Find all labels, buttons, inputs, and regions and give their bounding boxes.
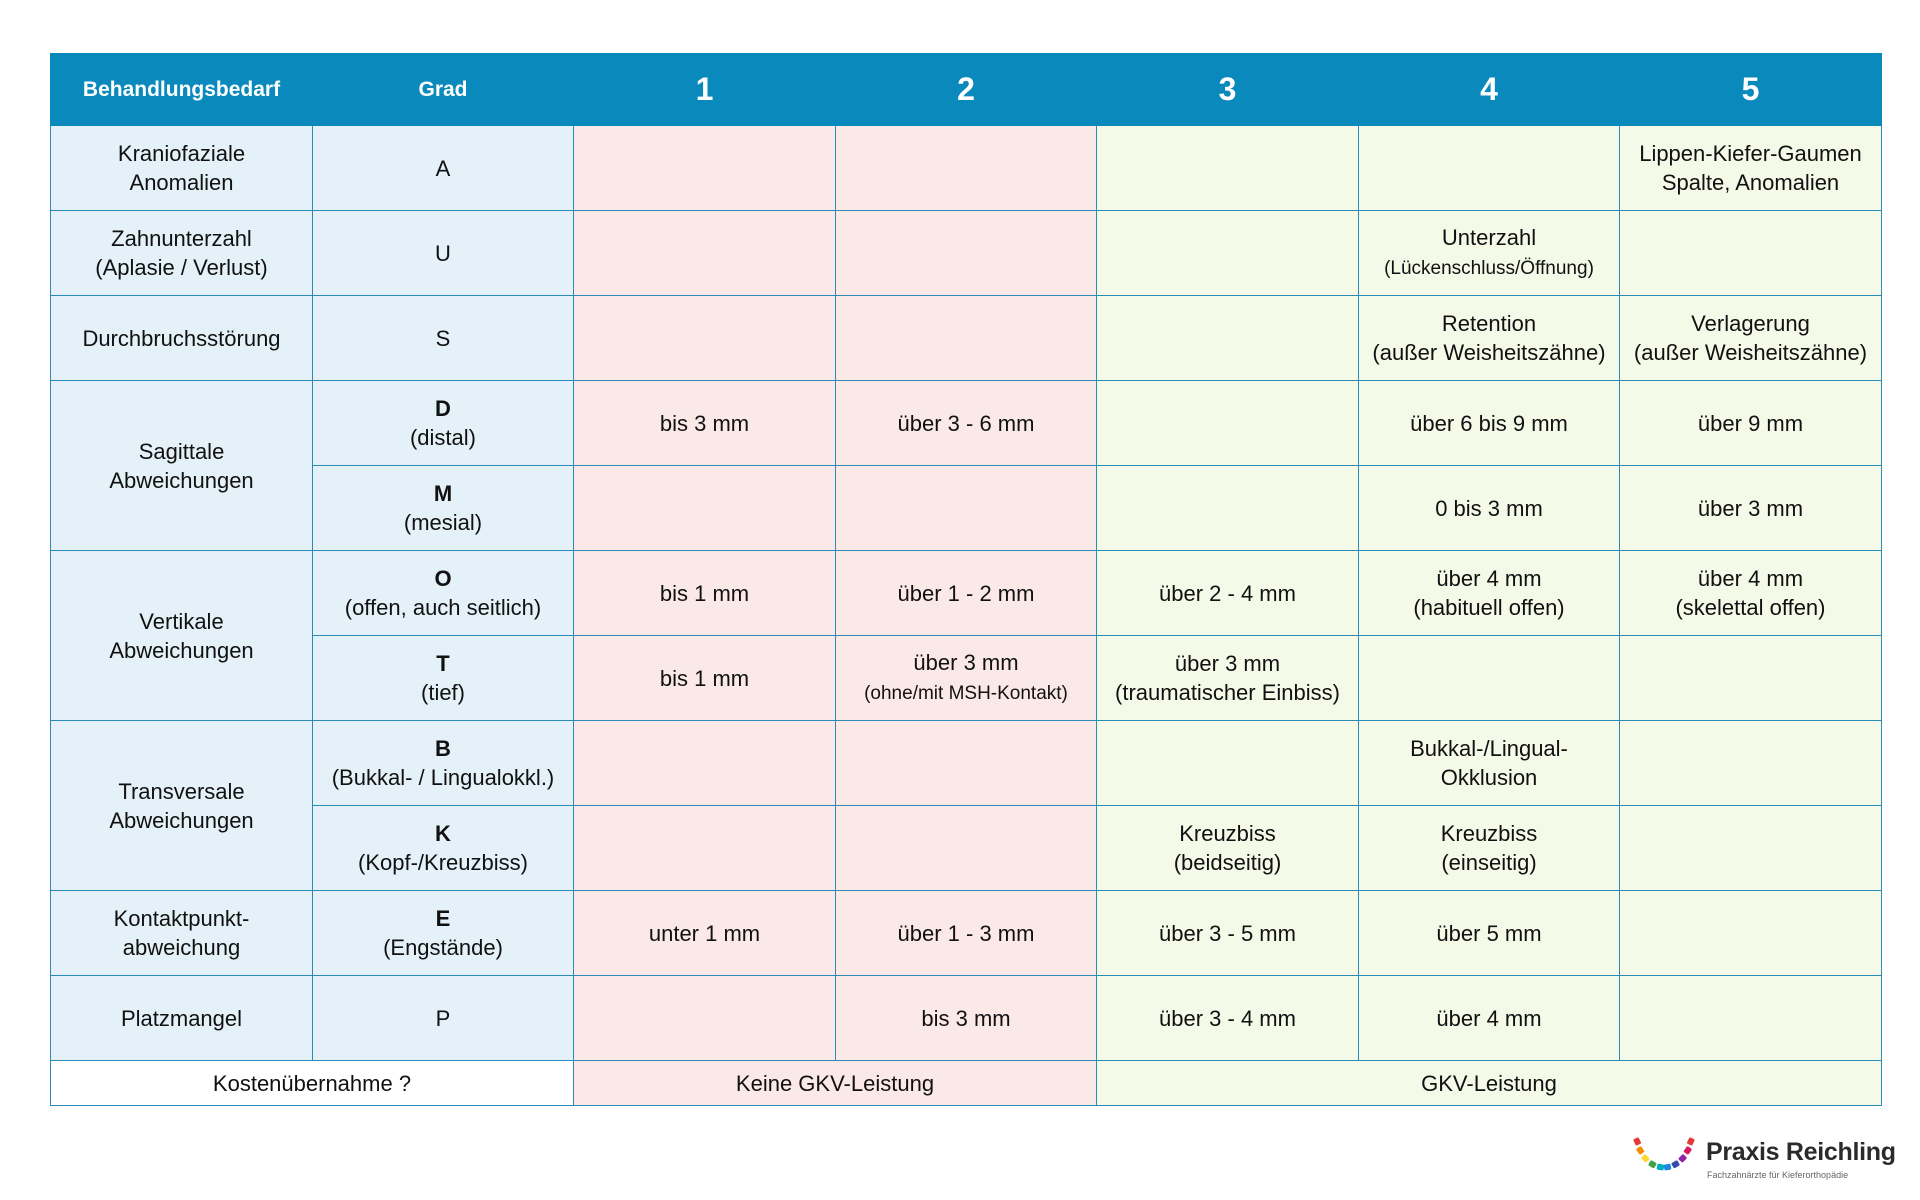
cell-line-1: Unterzahl xyxy=(1441,225,1537,250)
grade-cell xyxy=(313,466,574,551)
cell-line-1: über 4 mm xyxy=(1697,566,1804,591)
grade-code: A xyxy=(313,126,574,211)
cell-grade-5: über 9 mm xyxy=(1620,381,1882,466)
cell-grade-2: über 3 - 6 mm xyxy=(836,381,1097,466)
grade-code: S xyxy=(313,296,574,381)
cell-grade-5 xyxy=(1620,126,1882,211)
header-behandlungsbedarf: Behandlungsbedarf xyxy=(51,54,313,126)
cell-line-1: über 3 mm xyxy=(913,650,1019,675)
cell-grade-2 xyxy=(836,466,1097,551)
cell-grade-3: über 2 - 4 mm xyxy=(1097,551,1359,636)
row-k xyxy=(51,806,1882,891)
grade-description: (tief) xyxy=(421,680,465,705)
category-line-2: Abweichungen xyxy=(109,467,254,493)
kig-table xyxy=(50,53,1882,1106)
row-e xyxy=(51,891,1882,976)
category-line-2: abweichung xyxy=(122,935,241,960)
grade-code: B xyxy=(435,736,451,761)
cell-grade-1: bis 1 mm xyxy=(574,551,836,636)
cell-grade-5 xyxy=(1620,976,1882,1061)
cell-grade-5 xyxy=(1620,806,1882,891)
logo-name: Praxis Reichling xyxy=(1706,1138,1896,1166)
cell-grade-1 xyxy=(574,211,836,296)
grade-cell xyxy=(313,381,574,466)
header-grade-4: 4 xyxy=(1359,54,1620,126)
category-cell xyxy=(51,381,313,551)
category-line-1: Kontaktpunkt- xyxy=(113,906,250,931)
cell-grade-2 xyxy=(836,636,1097,721)
cell-grade-3 xyxy=(1097,806,1359,891)
cell-grade-4 xyxy=(1359,296,1620,381)
header-grad: Grad xyxy=(313,54,574,126)
category-line-2: (Aplasie / Verlust) xyxy=(95,255,268,280)
category-cell xyxy=(51,211,313,296)
grade-description: (Kopf-/Kreuzbiss) xyxy=(358,850,528,875)
cell-line-1: Lippen-Kiefer-Gaumen xyxy=(1639,141,1862,166)
cell-grade-3 xyxy=(1097,126,1359,211)
cell-grade-2: über 1 - 2 mm xyxy=(836,551,1097,636)
cell-grade-3: über 3 - 5 mm xyxy=(1097,891,1359,976)
cell-grade-3 xyxy=(1097,296,1359,381)
row-u xyxy=(51,211,1882,296)
cell-line-2: (Lückenschluss/Öffnung) xyxy=(1384,258,1594,279)
cell-line-2: (ohne/mit MSH-Kontakt) xyxy=(864,683,1068,704)
cell-grade-4 xyxy=(1359,551,1620,636)
cell-grade-3 xyxy=(1097,211,1359,296)
cell-grade-2 xyxy=(836,721,1097,806)
grade-code: T xyxy=(436,651,450,676)
row-d xyxy=(51,381,1882,466)
logo-subtitle: Fachzahnärzte für Kieferorthopädie xyxy=(1707,1170,1849,1180)
cell-grade-4: über 4 mm xyxy=(1359,976,1620,1061)
cell-grade-2 xyxy=(836,296,1097,381)
category-cell xyxy=(51,721,313,891)
cell-grade-2: über 1 - 3 mm xyxy=(836,891,1097,976)
cell-grade-1 xyxy=(574,126,836,211)
cell-line-2: (außer Weisheitszähne) xyxy=(1633,340,1868,365)
grade-cell xyxy=(313,721,574,806)
cell-line-1: über 3 mm xyxy=(1174,651,1281,676)
cell-grade-1 xyxy=(574,721,836,806)
grade-cell xyxy=(313,551,574,636)
cell-line-1: Bukkal-/Lingual- xyxy=(1410,736,1568,761)
cell-line-2: (beidseitig) xyxy=(1173,850,1282,875)
category-line-1: Sagittale xyxy=(138,438,225,464)
cell-grade-1 xyxy=(574,976,836,1061)
smile-icon xyxy=(1632,1134,1702,1178)
cell-line-2: (skelettal offen) xyxy=(1675,595,1826,620)
cell-grade-1: bis 3 mm xyxy=(574,381,836,466)
grade-cell xyxy=(313,636,574,721)
header-grade-5: 5 xyxy=(1620,54,1882,126)
cell-grade-2: bis 3 mm xyxy=(836,976,1097,1061)
cell-line-2: (habituell offen) xyxy=(1413,595,1565,620)
grade-code: P xyxy=(313,976,574,1061)
cell-grade-4: über 5 mm xyxy=(1359,891,1620,976)
cell-grade-4 xyxy=(1359,211,1620,296)
category-line-1: Transversale xyxy=(118,778,245,804)
header-grade-1: 1 xyxy=(574,54,836,126)
cell-grade-4: 0 bis 3 mm xyxy=(1359,466,1620,551)
cell-grade-5 xyxy=(1620,636,1882,721)
cell-grade-5: über 3 mm xyxy=(1620,466,1882,551)
cell-grade-3 xyxy=(1097,381,1359,466)
grade-description: (distal) xyxy=(409,425,476,450)
gkv-label: GKV-Leistung xyxy=(1097,1061,1882,1106)
cell-grade-4 xyxy=(1359,636,1620,721)
row-o xyxy=(51,551,1882,636)
category-line-2: Abweichungen xyxy=(109,807,254,833)
grade-code: E xyxy=(435,906,451,931)
row-t xyxy=(51,636,1882,721)
cell-grade-4 xyxy=(1359,126,1620,211)
cell-grade-4: über 6 bis 9 mm xyxy=(1359,381,1620,466)
grade-code: M xyxy=(433,481,453,506)
cell-line-2: (einseitig) xyxy=(1441,850,1537,875)
category-cell: Platzmangel xyxy=(51,976,313,1061)
cell-grade-2 xyxy=(836,211,1097,296)
cell-grade-5 xyxy=(1620,721,1882,806)
cell-line-1: Kreuzbiss xyxy=(1440,821,1538,846)
grade-cell xyxy=(313,891,574,976)
cell-line-1: über 4 mm xyxy=(1436,566,1542,591)
row-b xyxy=(51,721,1882,806)
cell-grade-4 xyxy=(1359,806,1620,891)
cell-line-2: Spalte, Anomalien xyxy=(1661,170,1840,195)
category-cell xyxy=(51,891,313,976)
grade-description: (Bukkal- / Lingualokkl.) xyxy=(331,765,555,790)
row-m xyxy=(51,466,1882,551)
grade-code: O xyxy=(434,566,452,591)
cell-grade-3: über 3 - 4 mm xyxy=(1097,976,1359,1061)
cell-grade-1: bis 1 mm xyxy=(574,636,836,721)
praxis-logo xyxy=(1630,1132,1896,1192)
footer-row xyxy=(51,1061,1882,1106)
category-cell xyxy=(51,126,313,211)
cell-grade-5 xyxy=(1620,891,1882,976)
cell-grade-3 xyxy=(1097,721,1359,806)
category-line-1: Kraniofaziale xyxy=(117,141,246,166)
grade-description: (Engstände) xyxy=(383,935,503,960)
grade-code: U xyxy=(313,211,574,296)
cell-line-2: (außer Weisheitszähne) xyxy=(1372,340,1606,365)
cell-grade-3 xyxy=(1097,466,1359,551)
cost-question: Kostenübernahme ? xyxy=(51,1061,574,1106)
grade-cell xyxy=(313,806,574,891)
cell-grade-2 xyxy=(836,806,1097,891)
cell-line-1: Kreuzbiss xyxy=(1179,821,1276,846)
cell-grade-5 xyxy=(1620,296,1882,381)
header-grade-2: 2 xyxy=(836,54,1097,126)
cell-grade-1 xyxy=(574,806,836,891)
cell-grade-1: unter 1 mm xyxy=(574,891,836,976)
no-gkv-label: Keine GKV-Leistung xyxy=(574,1061,1097,1106)
row-a xyxy=(51,126,1882,211)
cell-line-2: (traumatischer Einbiss) xyxy=(1115,680,1340,705)
category-line-1: Vertikale xyxy=(139,608,224,634)
grade-description: (mesial) xyxy=(403,510,483,535)
header-grade-3: 3 xyxy=(1097,54,1359,126)
category-line-2: Anomalien xyxy=(129,170,234,195)
cell-line-2: Okklusion xyxy=(1440,765,1538,790)
cell-line-1: Retention xyxy=(1441,311,1537,336)
category-line-1: Zahnunterzahl xyxy=(111,226,252,251)
cell-grade-3 xyxy=(1097,636,1359,721)
category-cell xyxy=(51,551,313,721)
cell-grade-1 xyxy=(574,296,836,381)
cell-grade-5 xyxy=(1620,211,1882,296)
cell-grade-4 xyxy=(1359,721,1620,806)
category-line-2: Abweichungen xyxy=(109,637,254,663)
row-s xyxy=(51,296,1882,381)
cell-grade-5 xyxy=(1620,551,1882,636)
cell-line-1: Verlagerung xyxy=(1691,311,1810,336)
row-p xyxy=(51,976,1882,1061)
grade-code: K xyxy=(435,821,451,846)
grade-code: D xyxy=(435,396,451,421)
category-cell: Durchbruchsstörung xyxy=(51,296,313,381)
cell-grade-2 xyxy=(836,126,1097,211)
cell-grade-1 xyxy=(574,466,836,551)
grade-description: (offen, auch seitlich) xyxy=(344,595,542,620)
header-row xyxy=(51,54,1882,126)
